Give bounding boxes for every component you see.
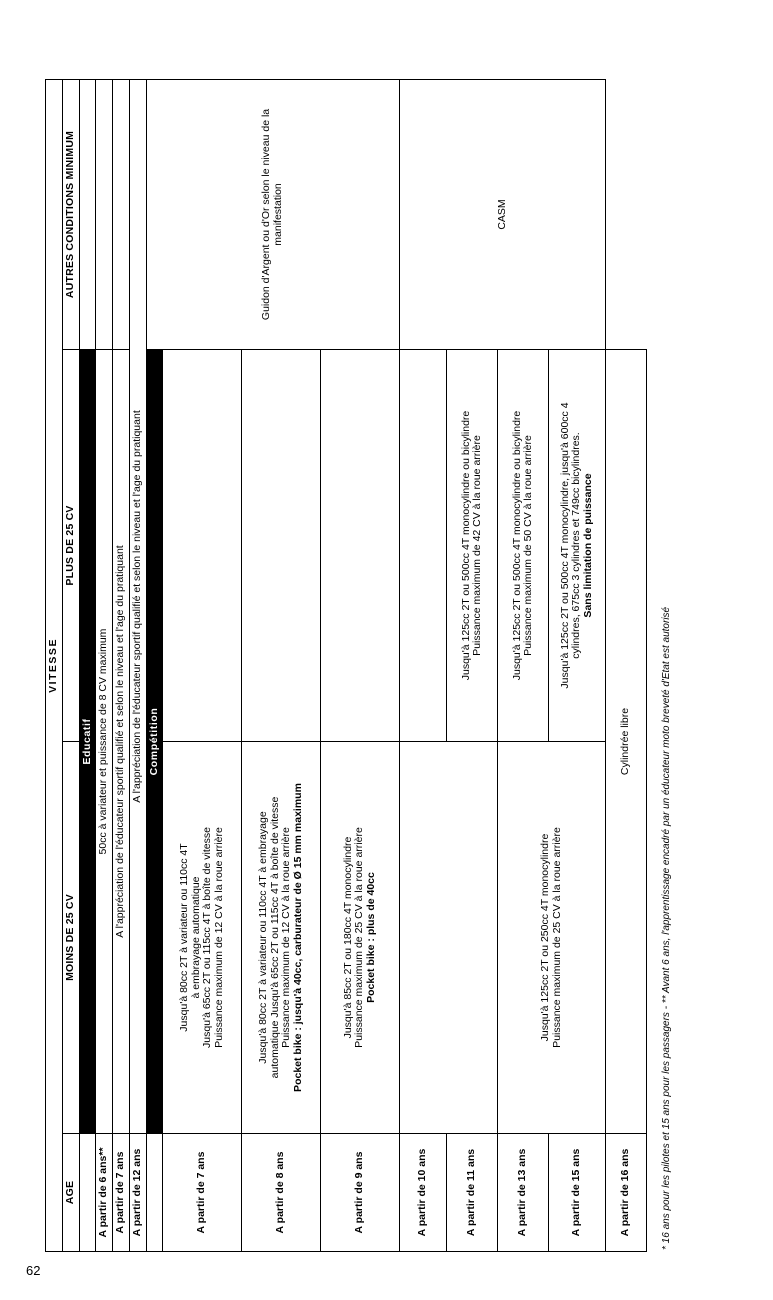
header-moins-25cv: MOINS DE 25 CV	[62, 742, 79, 1134]
table-header-row	[62, 79, 79, 1251]
section-band-spacer-2	[146, 1134, 163, 1252]
row-age-7ans-competition: A partir de 7 ans	[162, 1134, 241, 1252]
header-age: AGE	[62, 1134, 79, 1252]
section-band-competition: Compétition	[146, 350, 163, 1134]
row-16ans-autres-blank	[605, 79, 646, 349]
line: à embrayage automatique	[189, 876, 201, 999]
row-15ans-plus	[548, 350, 605, 742]
line: automatique Jusqu'à 65cc 2T ou 115cc 4T à boîte de vitesse	[268, 796, 280, 1079]
section-band-educatif: Educatif	[79, 350, 96, 1134]
row-age-7ans-educatif: A partir de 7 ans	[112, 1134, 129, 1252]
table-document	[37, 30, 737, 1270]
table-row	[112, 79, 129, 1251]
autres-guidon-argent-or: Guidon d'Argent ou d'Or selon le niveau de la manifestation	[146, 79, 400, 349]
row-9ans-plus	[320, 350, 399, 742]
line-sans-limitation: Sans limitation de puissance	[581, 473, 594, 618]
rotated-page-content	[37, 30, 737, 1270]
row-10ans-plus	[399, 350, 446, 742]
line: Jusqu'à 125cc 2T ou 500cc 4T monocylindre ou bicylindre	[459, 410, 471, 681]
row-6ans-rule: 50cc à variateur et puissance de 8 CV maximum	[95, 350, 112, 1134]
row-age-10ans: A partir de 10 ans	[399, 1134, 446, 1252]
line: Jusqu'à 125cc 2T ou 500cc 4T monocylindre, jusqu'à 600cc 4	[558, 402, 571, 689]
table-row	[95, 79, 112, 1251]
autres-casm: CASM	[399, 79, 605, 349]
row-10-11ans-moins-blank	[399, 742, 497, 1134]
row-7ans-educatif-rule: A l'appréciation de l'éducateur sportif qualifié et selon le niveau et l'age du pratiquant	[112, 350, 129, 1134]
line: Jusqu'à 80cc 2T à variateur ou 110cc 4T	[177, 843, 190, 1032]
section-band-competition-row	[146, 79, 163, 1251]
line: Puissance maximum de 25 CV à la roue arrière	[550, 827, 563, 1048]
section-band-educatif-row	[79, 79, 96, 1251]
row-6ans-autres	[95, 79, 112, 349]
section-band-spacer	[79, 1134, 96, 1252]
vitesse-table	[45, 79, 647, 1252]
table-row	[399, 79, 446, 1251]
line: Jusqu'à 125cc 2T ou 500cc 4T monocylindre ou bicylindre	[510, 410, 522, 681]
row-8ans-plus	[241, 350, 320, 742]
footnote: * 16 ans pour les pilotes et 15 ans pour les passagers - ** Avant 6 ans, l'apprentissage encadré par un éducateur moto breveté d'Etat est autorisé	[660, 606, 672, 1250]
line: Puissance maximum de 12 CV à la roue arrière	[212, 827, 225, 1048]
line: Jusqu'à 125cc 2T ou 250cc 4T monocylindre	[538, 833, 551, 1042]
row-7ans-educatif-autres	[112, 79, 129, 349]
section-band-autres-blank	[79, 79, 96, 349]
line-pocket-bike: Pocket bike : plus de 40cc	[364, 872, 377, 1003]
row-age-12ans: A partir de 12 ans	[129, 1134, 146, 1252]
table-title-row	[45, 79, 62, 1251]
row-11ans-plus	[446, 350, 497, 742]
line: cylindres, 675cc 3 cylindres et 749cc bicylindres.	[569, 432, 582, 659]
line: Puissance maximum de 12 CV à la roue arrière	[279, 827, 292, 1048]
header-autres-conditions: AUTRES CONDITIONS MINIMUM	[62, 79, 79, 349]
row-age-8ans: A partir de 8 ans	[241, 1134, 320, 1252]
row-9ans-moins	[320, 742, 399, 1134]
row-age-6ans: A partir de 6 ans**	[95, 1134, 112, 1252]
row-13ans-plus	[497, 350, 548, 742]
line: Puissance maximum de 50 CV à la roue arrière	[521, 435, 534, 656]
row-7ans-plus	[162, 350, 241, 742]
row-age-13ans: A partir de 13 ans	[497, 1134, 548, 1252]
line: Jusqu'à 80cc 2T à variateur ou 110cc 4T à embrayage	[256, 811, 269, 1064]
page-title: VITESSE	[45, 79, 62, 1251]
row-16ans-cylindree: Cylindrée libre	[605, 350, 646, 1134]
row-7ans-moins	[162, 742, 241, 1134]
page-number: 62	[26, 1263, 41, 1278]
table-row	[129, 79, 146, 1251]
row-8ans-moins	[241, 742, 320, 1134]
header-plus-25cv: PLUS DE 25 CV	[62, 350, 79, 742]
row-age-16ans: A partir de 16 ans	[605, 1134, 646, 1252]
row-age-15ans: A partir de 15 ans	[548, 1134, 605, 1252]
line: Puissance maximum de 25 CV à la roue arrière	[352, 827, 365, 1048]
table-row	[605, 79, 646, 1251]
row-12ans-rule: A l'appréciation de l'éducateur sportif qualifié et selon le niveau et l'age du pratiquant	[129, 79, 146, 1133]
row-age-9ans: A partir de 9 ans	[320, 1134, 399, 1252]
line: Jusqu'à 65cc 2T ou 115cc 4T à boîte de vitesse	[200, 827, 213, 1048]
line: Puissance maximum de 42 CV à la roue arrière	[470, 435, 483, 656]
row-13-15ans-moins	[497, 742, 605, 1134]
line: Jusqu'à 85cc 2T ou 180cc 4T monocylindre	[341, 836, 354, 1039]
line-pocket-bike: Pocket bike : jusqu'à 40cc, carburateur de Ø 15 mm maximum	[291, 783, 304, 1092]
row-age-11ans: A partir de 11 ans	[446, 1134, 497, 1252]
